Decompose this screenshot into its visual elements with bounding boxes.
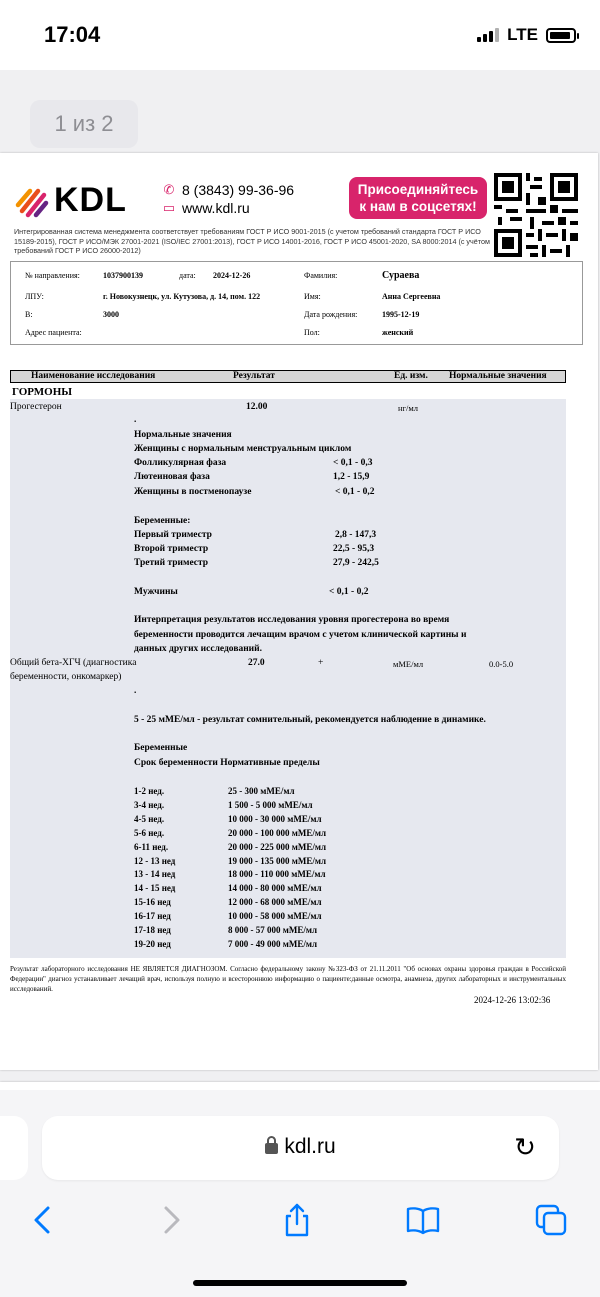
referral-label: № направления:	[25, 271, 80, 280]
men-label: Мужчины	[134, 587, 178, 597]
pdf-page	[0, 153, 598, 1070]
birth-label: Дата рождения:	[304, 310, 358, 319]
logo-text: KDL	[54, 181, 127, 219]
surname-label: Фамилия:	[304, 271, 338, 280]
surname-value: Сураева	[382, 270, 420, 281]
logo-mark-icon	[14, 183, 50, 219]
signal-icon	[477, 28, 499, 42]
men-value: < 0,1 - 0,2	[329, 587, 369, 597]
v-value: 3000	[103, 310, 119, 319]
kdl-logo	[14, 181, 127, 220]
chevron-right-icon	[162, 1205, 182, 1235]
hcg-week-range: 1 500 - 5 000 мМЕ/мл	[228, 799, 313, 810]
previous-tab-preview[interactable]	[0, 1116, 28, 1180]
luteal-label: Лютеиновая фаза	[134, 472, 210, 482]
status-time: 17:04	[44, 22, 101, 47]
hcg-week-range: 14 000 - 80 000 мМЕ/мл	[228, 883, 322, 894]
follicular-value: < 0,1 - 0,3	[333, 458, 373, 468]
hcg-week-range: 10 000 - 30 000 мМЕ/мл	[228, 813, 322, 824]
trimester-1-value: 2,8 - 147,3	[335, 530, 377, 540]
hcg-week-term: 4-5 нед.	[134, 813, 165, 824]
battery-icon	[546, 28, 576, 43]
results-table-header	[10, 370, 566, 383]
date-value: 2024-12-26	[213, 271, 251, 280]
tabs-button[interactable]	[531, 1202, 571, 1238]
book-icon	[405, 1205, 441, 1235]
lab-website[interactable]: www.kdl.ru	[182, 200, 250, 216]
iso-certification-text: Интегрированная система менеджмента соответствует требованиям ГОСТ Р ИСО 9001-2015 (с учетом требований стандарта ГОСТ Р ИСО 15189-2015), ГОСТ Р ИСО/МЭК 27001-2021 (ISO/IEC 27001:2013), ГОСТ Р ИСО 14001-2016, ГОСТ Р ИСО 45001-2020, SA 8000:2014 (с учётом требований ГОСТ Р ИСО 26000-2012)	[14, 227, 490, 255]
patient-info-box	[10, 261, 583, 345]
hcg-week-term: 3-4 нед.	[134, 799, 165, 810]
pregnant-title: Беременные:	[134, 516, 191, 526]
qr-code-icon	[494, 173, 578, 257]
hcg-dot: .	[134, 686, 137, 696]
hcg-week-range: 19 000 - 135 000 мМЕ/мл	[228, 855, 327, 866]
reload-icon[interactable]: ↻	[514, 1132, 536, 1162]
hcg-week-term: 16-17 нед	[134, 911, 171, 922]
trimester-1-label: Первый триместр	[134, 530, 212, 540]
sex-value: женский	[382, 328, 414, 337]
cycle-title: Женщины с нормальным менструальным циклом	[134, 444, 352, 454]
status-indicators	[477, 25, 576, 45]
hcg-week-term: 6-11 нед.	[134, 841, 169, 852]
progesterone-result: 12.00	[246, 402, 268, 412]
hcg-week-range: 20 000 - 100 000 мМЕ/мл	[228, 827, 327, 838]
progesterone-unit: нг/мл	[398, 403, 419, 413]
social-badge	[349, 177, 487, 219]
hcg-result: 27.0	[248, 658, 265, 668]
hcg-week-term: 5-6 нед.	[134, 827, 165, 838]
hcg-week-range: 10 000 - 58 000 мМЕ/мл	[228, 911, 322, 922]
norm-title: Нормальные значения	[134, 430, 232, 440]
navigation-toolbar	[0, 1196, 600, 1246]
hcg-name-1: Общий бета-ХГЧ (диагностика	[10, 658, 137, 668]
browser-toolbar	[0, 1090, 600, 1297]
hcg-week-term: 13 - 14 нед	[134, 869, 176, 880]
lab-contacts	[162, 181, 294, 217]
home-indicator[interactable]	[193, 1280, 407, 1286]
hcg-week-term: 1-2 нед.	[134, 786, 165, 796]
hcg-week-range: 25 - 300 мМЕ/мл	[228, 786, 295, 796]
name-label: Имя:	[304, 292, 321, 301]
hcg-week-term: 17-18 нед	[134, 925, 171, 935]
luteal-value: 1,2 - 15,9	[333, 472, 370, 482]
lpu-label: ЛПУ:	[25, 292, 44, 301]
hcg-week-term: 14 - 15 нед	[134, 883, 176, 894]
col-unit-header: Ед. изм.	[394, 371, 428, 381]
interp-line-1: Интерпретация результатов исследования уровня прогестерона во время	[134, 615, 450, 625]
hcg-week-term: 12 - 13 нед	[134, 855, 176, 866]
postmeno-value: < 0,1 - 0,2	[335, 487, 375, 497]
trimester-2-label: Второй триместр	[134, 544, 209, 554]
hcg-week-range: 12 000 - 68 000 мМЕ/мл	[228, 897, 322, 908]
page-indicator: 1 из 2	[30, 100, 138, 148]
share-icon	[282, 1202, 312, 1238]
trimester-3-value: 27,9 - 242,5	[333, 558, 379, 568]
hcg-week-term: 15-16 нед	[134, 897, 171, 908]
chevron-left-icon	[32, 1205, 52, 1235]
trimester-2-value: 22,5 - 95,3	[333, 544, 375, 554]
status-bar	[0, 0, 600, 70]
hcg-doubtful-note: 5 - 25 мМЕ/мл - результат сомнительный, рекомендуется наблюдение в динамике.	[134, 715, 486, 725]
bookmarks-button[interactable]	[403, 1202, 443, 1238]
hcg-pregnant-title: Беременные	[134, 743, 188, 753]
phone-icon: ✆	[163, 182, 175, 197]
hcg-week-range: 20 000 - 225 000 мМЕ/мл	[228, 841, 327, 852]
hcg-name-2: беременности, онкомаркер)	[10, 672, 122, 682]
social-line-2: к нам в соцсетях!	[359, 199, 477, 214]
trimester-3-label: Третий триместр	[134, 558, 209, 568]
col-result-header: Результат	[233, 371, 275, 381]
name-value: Анна Сергеевна	[382, 292, 441, 301]
lab-phone[interactable]: 8 (3843) 99-36-96	[182, 182, 295, 198]
progesterone-name: Прогестерон	[10, 402, 62, 412]
hcg-week-term: 19-20 нед	[134, 938, 171, 949]
hcg-week-range: 18 000 - 110 000 мМЕ/мл	[228, 869, 326, 880]
network-type: LTE	[507, 25, 538, 44]
referral-value: 1037900139	[103, 271, 143, 280]
address-label: Адрес пациента:	[25, 328, 82, 337]
progesterone-dot: .	[134, 415, 137, 425]
forward-button[interactable]	[152, 1202, 192, 1238]
hcg-table-header: Срок беременности Нормативные пределы	[134, 758, 320, 768]
hcg-week-range: 8 000 - 57 000 мМЕ/мл	[228, 925, 318, 935]
printed-at: 2024-12-26 13:02:36	[474, 995, 551, 1005]
postmeno-label: Женщины в постменопаузе	[134, 487, 252, 497]
date-label: дата:	[179, 271, 196, 280]
disclaimer: Результат лабораторного исследования НЕ ЯВЛЯЕТСЯ ДИАГНОЗОМ. Согласно федеральному закону №323-ФЗ от 21.11.2011 "Об основах охраны здоровья граждан в Российской Федерации" диагноз устанавливает лечащий врач, используя полную и всестороннюю информацию о пациенте:данные осмотра, анамнеза, других лабораторных и инструментальных исследований.	[10, 965, 566, 993]
birth-value: 1995-12-19	[382, 310, 420, 319]
hcg-unit: мМЕ/мл	[393, 659, 424, 669]
interp-line-2: беременности проводится лечащим врачом с учетом клинической картины и	[134, 630, 467, 640]
v-label: В:	[25, 310, 33, 319]
col-norm-header: Нормальные значения	[449, 371, 547, 381]
sex-label: Пол:	[304, 328, 320, 337]
section-title: ГОРМОНЫ	[12, 386, 73, 398]
address-bar[interactable]	[42, 1116, 559, 1180]
back-button[interactable]	[22, 1202, 62, 1238]
hcg-flag: +	[318, 658, 324, 668]
hcg-week-range: 7 000 - 49 000 мМЕ/мл	[228, 938, 318, 949]
interp-line-3: данных других исследований.	[134, 644, 262, 654]
hcg-norm: 0.0-5.0	[489, 659, 514, 669]
social-line-1: Присоединяйтесь	[357, 182, 479, 197]
monitor-icon: ▭	[162, 200, 176, 215]
lpu-value: г. Новокузнецк, ул. Кутузова, д. 14, пом. 122	[103, 292, 261, 301]
share-button[interactable]	[277, 1202, 317, 1238]
lock-icon	[265, 1143, 278, 1154]
col-name-header: Наименование исследования	[31, 371, 156, 381]
tabs-icon	[534, 1203, 568, 1237]
url-text: kdl.ru	[284, 1135, 336, 1158]
follicular-label: Фолликулярная фаза	[134, 458, 227, 468]
